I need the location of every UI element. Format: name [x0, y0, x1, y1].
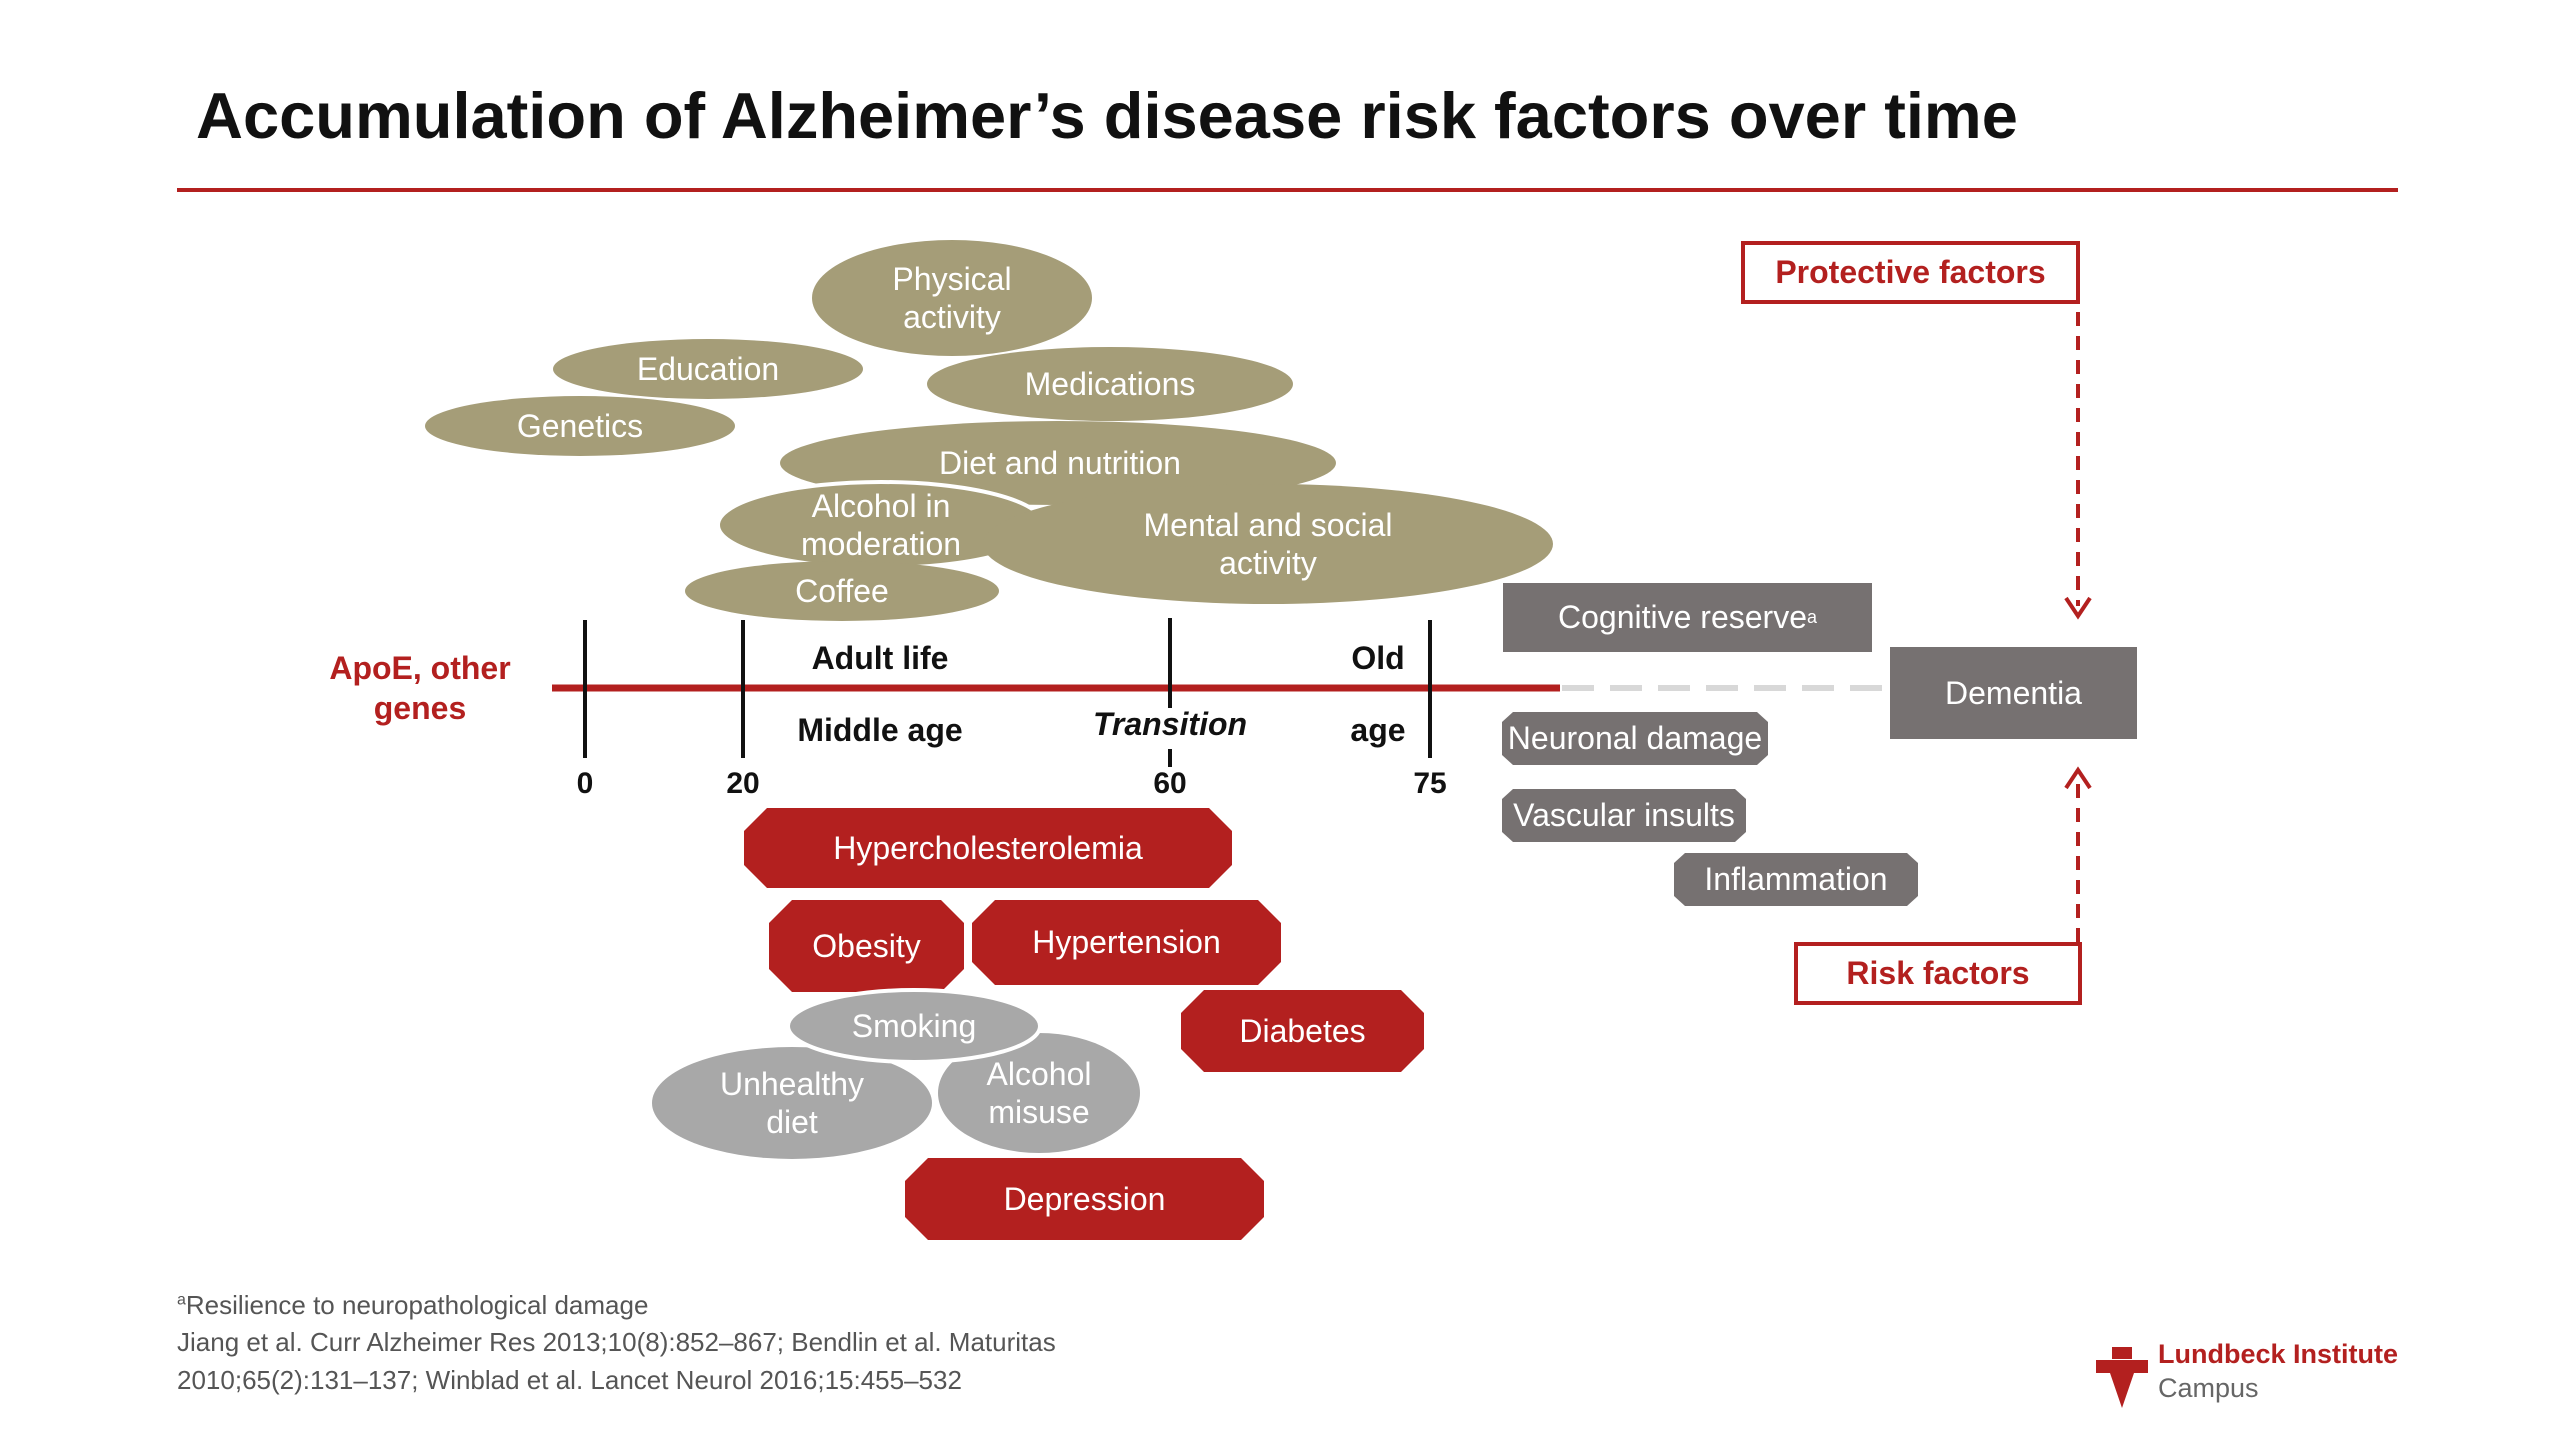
slide-title: Accumulation of Alzheimer’s disease risk factors over time — [196, 79, 2018, 152]
apoe-line2: genes — [373, 690, 467, 726]
physical-activity-line1: Physical — [892, 260, 1012, 297]
tick-label-60: 60 — [1153, 767, 1187, 800]
stage-middle-age: Middle age — [797, 711, 963, 748]
coffee-label: Coffee — [795, 572, 889, 609]
reference-line-1: Jiang et al. Curr Alzheimer Res 2013;10(8):852–867; Bendlin et al. Maturitas — [177, 1327, 1056, 1357]
alcohol-misuse-line2: misuse — [988, 1094, 1090, 1130]
dementia-label: Dementia — [1945, 674, 2082, 711]
stage-adult-life: Adult life — [811, 639, 949, 676]
tick-label-20: 20 — [726, 767, 760, 800]
logo-icon — [2096, 1347, 2148, 1408]
medications-label: Medications — [1024, 365, 1196, 402]
reference-line-2: 2010;65(2):131–137; Winblad et al. Lancet Neurol 2016;15:455–532 — [177, 1365, 962, 1395]
alcohol-moderation-label — [731, 485, 1031, 565]
logo — [2158, 1338, 2398, 1406]
logo-line2: Campus — [2158, 1372, 2259, 1403]
physical-activity-line2: activity — [903, 299, 1001, 335]
protective-factors-label: Protective factors — [1775, 254, 2046, 291]
alcohol-misuse-line1: Alcohol — [986, 1055, 1092, 1092]
genetics-label: Genetics — [516, 407, 644, 444]
depression-label: Depression — [1003, 1180, 1166, 1217]
inflammation-label: Inflammation — [1704, 861, 1888, 898]
tick-label-75: 75 — [1413, 767, 1447, 800]
mental-social-line2: activity — [1219, 545, 1317, 581]
education-label: Education — [636, 350, 780, 387]
hypercholesterolemia-label: Hypercholesterolemia — [833, 829, 1143, 866]
hypertension-label: Hypertension — [1032, 924, 1221, 961]
physical-activity-label — [822, 258, 1082, 338]
apoe-genes-label — [300, 646, 540, 730]
logo-line1: Lundbeck Institute — [2158, 1339, 2399, 1369]
diet-nutrition-label: Diet and nutrition — [939, 444, 1181, 481]
footnote-sup: a — [177, 1291, 186, 1309]
footnote-definition — [177, 1290, 648, 1321]
unhealthy-diet-line2: diet — [766, 1104, 818, 1140]
apoe-line1: ApoE, other — [329, 650, 511, 686]
cognitive-reserve-sup: a — [1806, 606, 1817, 627]
cognitive-reserve-text: Cognitive reserve — [1557, 599, 1807, 636]
alcohol-misuse-label — [949, 1053, 1129, 1133]
unhealthy-diet-line1: Unhealthy — [719, 1065, 865, 1102]
mental-social-label — [1088, 504, 1448, 584]
stage-old: Old — [1351, 639, 1405, 676]
alcohol-moderation-line1: Alcohol in — [811, 487, 951, 524]
smoking-label: Smoking — [851, 1007, 977, 1044]
risk-factors-label: Risk factors — [1846, 955, 2030, 992]
alcohol-moderation-line2: moderation — [800, 526, 962, 562]
stage-transition: Transition — [1092, 705, 1248, 742]
obesity-label: Obesity — [812, 927, 921, 964]
stage-age: age — [1350, 711, 1406, 748]
unhealthy-diet-label — [672, 1063, 912, 1143]
cognitive-reserve-label — [1503, 583, 1872, 652]
neuronal-damage-label: Neuronal damage — [1507, 720, 1763, 757]
mental-social-line1: Mental and social — [1143, 506, 1393, 543]
tick-label-0: 0 — [576, 767, 594, 800]
vascular-insults-label: Vascular insults — [1513, 797, 1735, 834]
diabetes-label: Diabetes — [1239, 1012, 1366, 1049]
footnote-text: Resilience to neuropathological damage — [185, 1290, 649, 1320]
